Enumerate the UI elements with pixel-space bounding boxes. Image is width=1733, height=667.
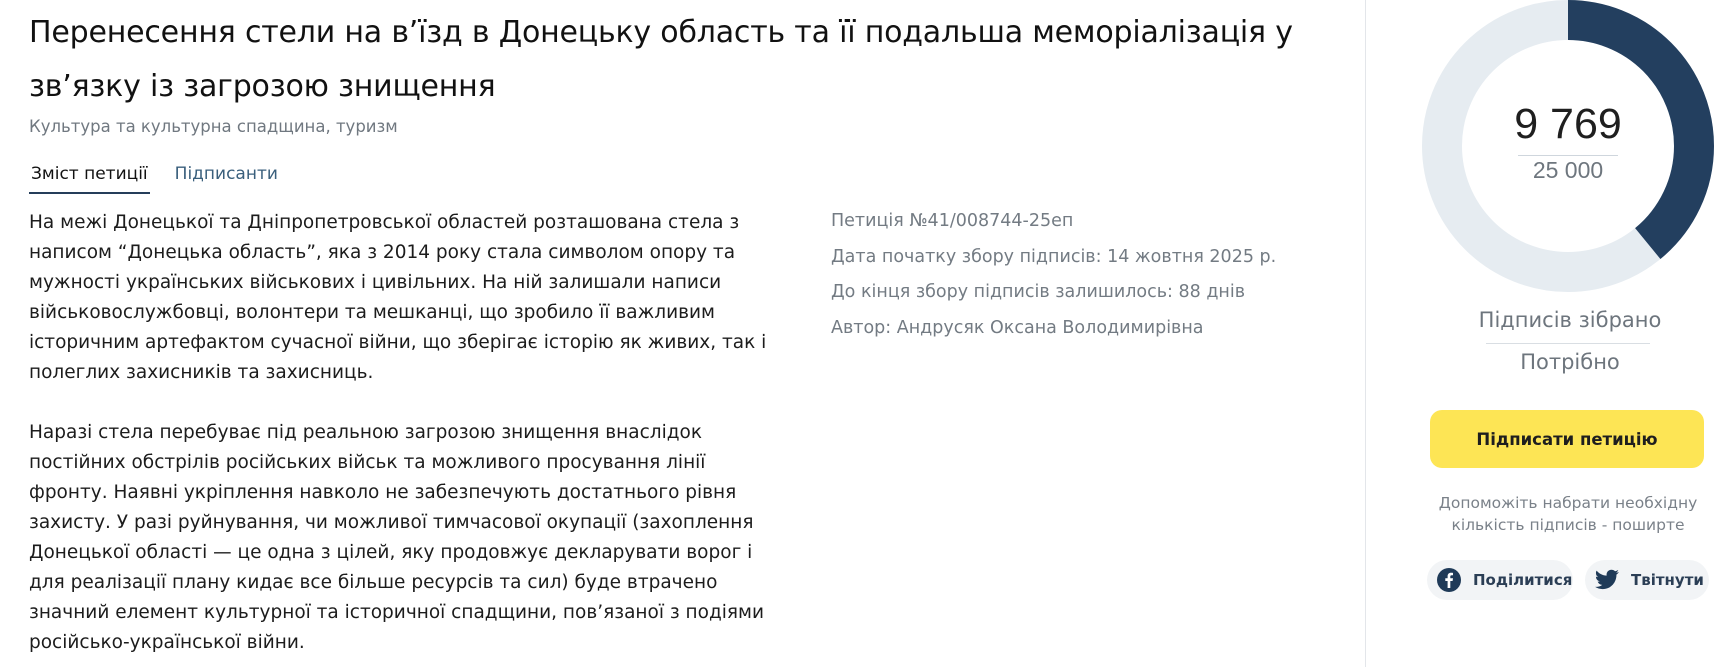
- petition-title: Перенесення стели на в’їзд в Донецьку область та її подальша меморіалізація у зв’язку із загрозою знищення: [29, 15, 1293, 104]
- petition-number: Петиція №41/008744-25еп: [831, 211, 1074, 231]
- petition-tabs: [29, 160, 301, 194]
- petition-meta: [831, 204, 1331, 346]
- signatures-collected-count: 9 769: [1514, 100, 1622, 148]
- body-paragraph: На межі Донецької та Дніпропетровської областей розташована стела з написом “Донецька область”, яка з 2014 року стала символом опору та мужності українських військових і цивільних. На ній залишали написи військовослужбовці, волонтери та мешканці, що зробило її важливим історичним артефактом сучасної війни, що зберігає історію як живих, так і полеглих захисників та захисниць.: [29, 212, 767, 383]
- label-separator: [1486, 343, 1650, 344]
- tab-content[interactable]: Зміст петиції: [29, 160, 150, 194]
- body-paragraph: Наразі стела перебуває під реальною загрозою знищення внаслідок постійних обстрілів російських військ та можливого просування лінії фронту. Наявні укріплення навколо не забезпечують достатнього рівня захисту. У разі руйнування, чи можливої тимчасової окупації (захоплення Донецької області — це одна з цілей, яку продовжує декларувати ворог і для реалізації плану кидає все більше ресурсів та сил) буде втрачено значний елемент культурної та історичної спадщини, пов’язаної з подіями російсько-української війни.: [29, 422, 765, 653]
- share-twitter-button[interactable]: [1585, 560, 1709, 600]
- signatures-required-count: 25 000: [1532, 157, 1604, 183]
- collected-label: Підписів зібрано: [1478, 308, 1662, 332]
- petition-start-date: Дата початку збору підписів: 14 жовтня 2025 р.: [831, 246, 1277, 267]
- facebook-icon: [1436, 567, 1462, 593]
- count-separator: [1518, 155, 1618, 156]
- tab-signers[interactable]: Підписанти: [174, 164, 278, 184]
- share-help-text: Допоможіть набрати необхідну кількість підписів - поширте: [1438, 494, 1698, 534]
- petition-remaining: До кінця збору підписів залишилось: 88 днів: [831, 282, 1246, 302]
- required-label: Потрібно: [1520, 350, 1620, 374]
- petition-category: Культура та культурна спадщина, туризм: [29, 117, 398, 136]
- share-twitter-label: Твітнути: [1631, 571, 1704, 589]
- twitter-icon: [1594, 567, 1620, 593]
- sign-petition-button[interactable]: Підписати петицію: [1430, 410, 1704, 468]
- signature-panel: [1366, 0, 1733, 667]
- petition-author: Автор: Андрусяк Оксана Володимирівна: [831, 317, 1204, 338]
- petition-body: [29, 208, 769, 667]
- share-facebook-button[interactable]: [1427, 560, 1573, 600]
- share-facebook-label: Поділитися: [1473, 571, 1573, 589]
